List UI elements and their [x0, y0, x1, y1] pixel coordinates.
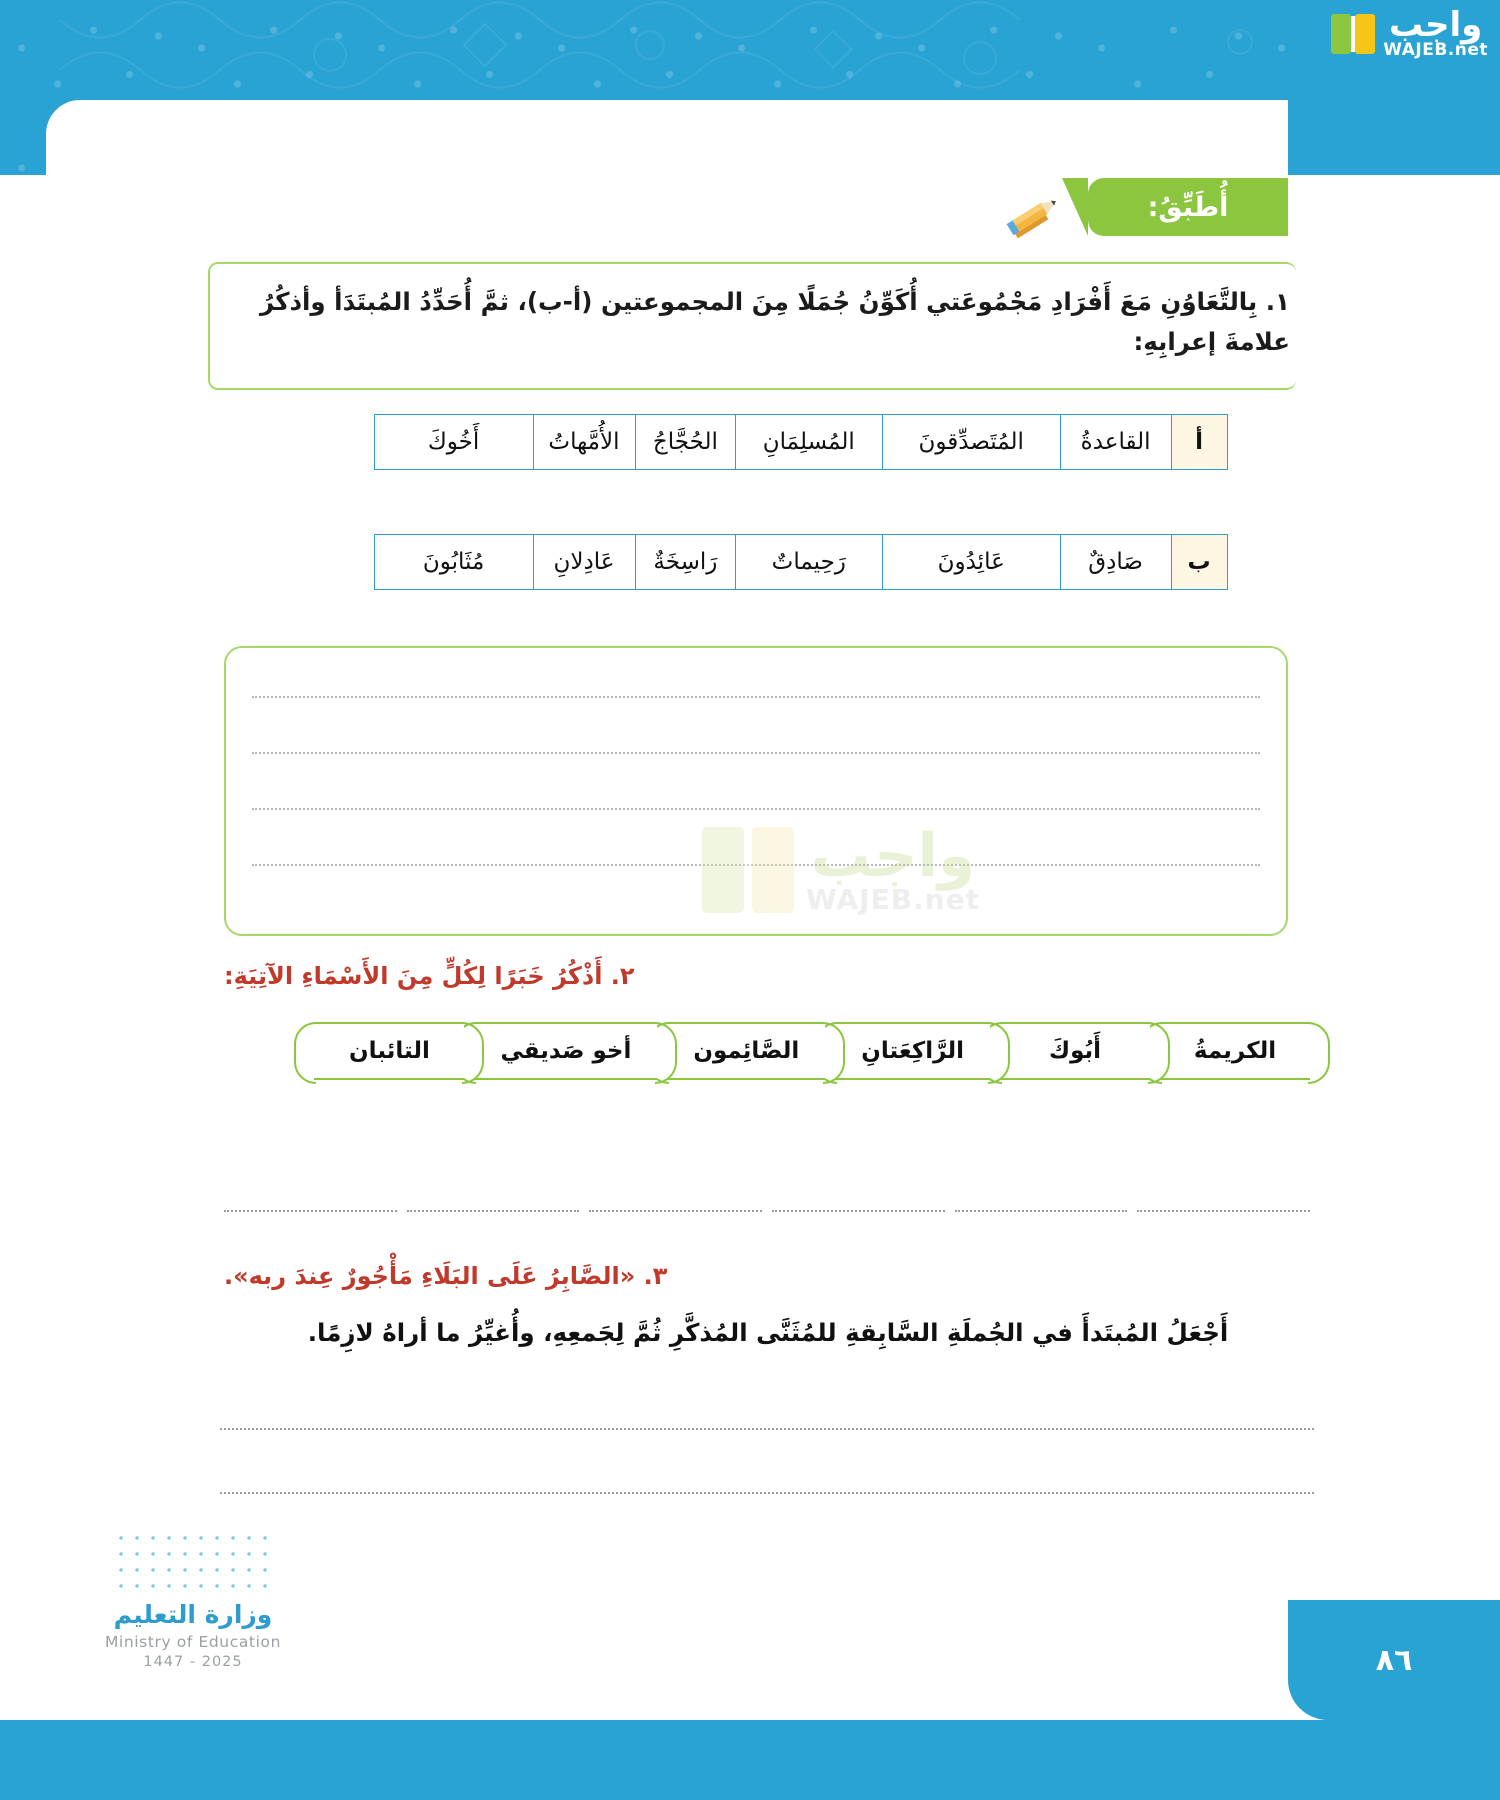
- watermark-arabic: واجب: [810, 821, 976, 891]
- table-a-cell-1[interactable]: القاعدةُ: [1060, 414, 1172, 470]
- table-a-cell-4[interactable]: الحُجَّاجُ: [634, 414, 736, 470]
- answer-line: [955, 1210, 1128, 1212]
- table-b-cell-6[interactable]: مُثَابُونَ: [374, 534, 534, 590]
- hex-word-6[interactable]: التائبان: [314, 1022, 464, 1080]
- word-table-b: [375, 534, 1228, 590]
- answer-line: [772, 1210, 945, 1212]
- hex-word-4[interactable]: الصَّائِمون: [667, 1022, 825, 1080]
- answer-line: [252, 696, 1260, 698]
- arabesque-ornament: [0, 0, 1500, 110]
- question-2-answer-lines[interactable]: [224, 1210, 1310, 1212]
- section-title: أُطَبِّقُ:: [1147, 191, 1229, 223]
- question-2-text: ٢. أَذْكُرُ خَبَرًا لِكُلٍّ مِنَ الأَسْمَاءِ الآتِيَةِ:: [224, 962, 635, 990]
- wajeb-logo-arabic: واجب: [1388, 5, 1483, 45]
- page-footer-band: [0, 1720, 1500, 1800]
- answer-line: [252, 864, 1260, 866]
- page-number-tab: [1288, 1600, 1500, 1720]
- hex-word-1[interactable]: الكريمةُ: [1160, 1022, 1310, 1080]
- wajeb-logo[interactable]: [1331, 5, 1488, 60]
- ministry-name-arabic: وزارة التعليم: [113, 1600, 273, 1629]
- table-b-cell-3[interactable]: رَحِيماتٌ: [735, 534, 883, 590]
- wajeb-logo-latin: WAJEB.net: [1383, 40, 1488, 60]
- book-icon: [1331, 14, 1375, 54]
- table-b-header: ب: [1170, 534, 1228, 590]
- answer-line: [1137, 1210, 1310, 1212]
- hex-word-2[interactable]: أَبُوكَ: [1000, 1022, 1150, 1080]
- answer-line: [224, 1210, 397, 1212]
- question-3-instruction: أَجْعَلُ المُبتَدأَ في الجُملَةِ السَّابِقةِ للمُثَنَّى المُذكَّرِ ثُمَّ لِجَمعِهِ، وأُغيِّرُ ما أراهُ لازِمًا.: [307, 1318, 1229, 1347]
- watermark-latin: WAJEB.net: [805, 883, 980, 916]
- ministry-name-english: Ministry of Education: [104, 1633, 282, 1651]
- table-a-cell-3[interactable]: المُسلِمَانِ: [735, 414, 883, 470]
- ministry-dots-icon: [113, 1530, 273, 1592]
- question-3-answer-lines[interactable]: [220, 1428, 1314, 1556]
- answer-line: [589, 1210, 762, 1212]
- answer-line: [252, 808, 1260, 810]
- section-heading-tab: [1088, 178, 1288, 236]
- question-1-text: ١. بِالتَّعَاوُنِ مَعَ أَفْرَادِ مَجْمُوعَتي أُكَوِّنُ جُمَلًا مِنَ المجموعتين (أ-ب)، ثمَّ أُحَدِّدُ المُبتَدَأ وأذكُرُ علامةَ إعرابِهِ:: [259, 287, 1290, 356]
- answer-line: [220, 1492, 1314, 1494]
- hex-word-row: [224, 1022, 1310, 1080]
- table-a-cell-6[interactable]: أَخُوكَ: [374, 414, 534, 470]
- pencil-icon: [1006, 188, 1070, 240]
- ministry-year: 2025 - 1447: [143, 1654, 243, 1670]
- page-number: ٨٦: [1375, 1642, 1413, 1678]
- table-b-cell-4[interactable]: رَاسِخَةٌ: [634, 534, 736, 590]
- table-a-header: أ: [1170, 414, 1228, 470]
- hex-word-3[interactable]: الرَّاكِعَتانِ: [835, 1022, 990, 1080]
- hex-word-5[interactable]: أخو صَديقي: [474, 1022, 657, 1080]
- ministry-logo: [78, 1530, 308, 1670]
- table-b-cell-2[interactable]: عَائِدُونَ: [881, 534, 1061, 590]
- answer-line: [407, 1210, 580, 1212]
- answer-line: [252, 752, 1260, 754]
- word-table-a: [375, 414, 1228, 470]
- answer-box-question-1[interactable]: [224, 646, 1288, 936]
- table-b-cell-5[interactable]: عَادِلانِ: [532, 534, 636, 590]
- table-a-cell-2[interactable]: المُتَصدِّقونَ: [881, 414, 1061, 470]
- table-b-cell-1[interactable]: صَادِقٌ: [1060, 534, 1172, 590]
- answer-line: [220, 1428, 1314, 1430]
- table-a-cell-5[interactable]: الأُمَّهاتُ: [532, 414, 636, 470]
- question-3-quote: ٣. «الصَّابِرُ عَلَى البَلَاءِ مَأْجُورٌ عِندَ ربه».: [224, 1262, 668, 1290]
